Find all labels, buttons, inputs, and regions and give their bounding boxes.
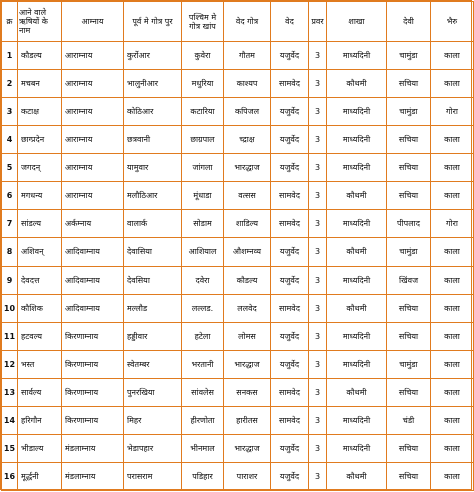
cell-rishi-name: मचबन — [18, 70, 62, 98]
cell-amnay: आदिवाम्नाय — [62, 294, 124, 322]
cell-shakha: माध्यदिनी — [327, 350, 387, 378]
header-row — [2, 2, 474, 42]
cell-west-gotra-khanp: मधुरिया — [182, 70, 224, 98]
cell-serial: 13 — [2, 378, 18, 406]
cell-rishi-name: सांडल्य — [18, 210, 62, 238]
cell-shakha: माध्यदिनी — [327, 434, 387, 462]
cell-ved-gotra: लोमस — [224, 322, 271, 350]
cell-amnay: आराम्नाय — [62, 182, 124, 210]
header-shakha: शाखा — [327, 2, 387, 42]
cell-shakha: कौथमी — [327, 378, 387, 406]
cell-devi: सचिया — [387, 434, 431, 462]
cell-ved: यजुर्वेद — [271, 434, 309, 462]
header-devi: देवी — [387, 2, 431, 42]
table-row — [2, 210, 474, 238]
cell-west-gotra-khanp: भीनमाल — [182, 434, 224, 462]
cell-pravar: 3 — [309, 98, 327, 126]
cell-east-gotra-pur: हड्डीवार — [124, 322, 182, 350]
cell-ved-gotra: हारीतस — [224, 406, 271, 434]
cell-amnay: किरणाम्नाय — [62, 378, 124, 406]
cell-serial: 5 — [2, 154, 18, 182]
cell-ved-gotra: ललवेद — [224, 294, 271, 322]
cell-bhairu: काला — [431, 350, 474, 378]
cell-shakha: कौथमी — [327, 294, 387, 322]
cell-devi: सचिया — [387, 70, 431, 98]
header-amnay: आम्नाय — [62, 2, 124, 42]
cell-pravar: 3 — [309, 462, 327, 490]
cell-pravar: 3 — [309, 434, 327, 462]
cell-ved: सामवेद — [271, 182, 309, 210]
table-row — [2, 462, 474, 490]
cell-west-gotra-khanp: मूंधाडा — [182, 182, 224, 210]
cell-pravar: 3 — [309, 154, 327, 182]
cell-devi: चंडी — [387, 406, 431, 434]
cell-rishi-name: हटवल्य — [18, 322, 62, 350]
cell-bhairu: गोरा — [431, 98, 474, 126]
cell-ved-gotra: सनकस — [224, 378, 271, 406]
cell-shakha: माध्यदिनी — [327, 210, 387, 238]
cell-ved-gotra: भारद्धाज — [224, 154, 271, 182]
cell-east-gotra-pur: मल्लौड — [124, 294, 182, 322]
cell-amnay: आराम्नाय — [62, 126, 124, 154]
header-ved: वेद — [271, 2, 309, 42]
cell-pravar: 3 — [309, 182, 327, 210]
cell-bhairu: काला — [431, 322, 474, 350]
cell-amnay: आराम्नाय — [62, 154, 124, 182]
cell-devi: चामुंडा — [387, 42, 431, 70]
cell-west-gotra-khanp: आशियाल — [182, 238, 224, 266]
table-row — [2, 238, 474, 266]
cell-serial: 2 — [2, 70, 18, 98]
cell-amnay: अर्कम्नाय — [62, 210, 124, 238]
cell-devi: चामुंडा — [387, 238, 431, 266]
table-row — [2, 182, 474, 210]
cell-serial: 8 — [2, 238, 18, 266]
cell-bhairu: काला — [431, 406, 474, 434]
cell-amnay: मंडलाम्नाय — [62, 434, 124, 462]
cell-ved: यजुर्वेद — [271, 154, 309, 182]
cell-rishi-name: कौडल्य — [18, 42, 62, 70]
cell-ved-gotra: च्द्राक्ष — [224, 126, 271, 154]
cell-amnay: आदिवाम्नाय — [62, 238, 124, 266]
cell-serial: 15 — [2, 434, 18, 462]
cell-pravar: 3 — [309, 266, 327, 294]
header-pravar: प्रवर — [309, 2, 327, 42]
cell-bhairu: गोरा — [431, 210, 474, 238]
cell-shakha: कौथमी — [327, 70, 387, 98]
cell-east-gotra-pur: यामुवार — [124, 154, 182, 182]
header-ved-gotra: वेद गोत्र — [224, 2, 271, 42]
cell-ved-gotra: वत्सस — [224, 182, 271, 210]
table-body — [2, 42, 474, 491]
cell-west-gotra-khanp: सांवलेस — [182, 378, 224, 406]
cell-ved: सामवेद — [271, 406, 309, 434]
cell-west-gotra-khanp: हटेला — [182, 322, 224, 350]
cell-rishi-name: कौशिक — [18, 294, 62, 322]
cell-east-gotra-pur: देवासिया — [124, 238, 182, 266]
cell-amnay: आराम्नाय — [62, 70, 124, 98]
cell-bhairu: काला — [431, 294, 474, 322]
cell-ved: सामवेद — [271, 210, 309, 238]
cell-serial: 11 — [2, 322, 18, 350]
cell-pravar: 3 — [309, 210, 327, 238]
cell-ved-gotra: शाडिल्य — [224, 210, 271, 238]
cell-ved: यजुर्वेद — [271, 42, 309, 70]
cell-shakha: माध्यदिनी — [327, 406, 387, 434]
cell-west-gotra-khanp: हीरणोता — [182, 406, 224, 434]
cell-devi: सचिया — [387, 126, 431, 154]
cell-devi: सचिया — [387, 182, 431, 210]
cell-ved-gotra: औशम्नव्य — [224, 238, 271, 266]
cell-pravar: 3 — [309, 322, 327, 350]
cell-east-gotra-pur: भालुनीआर — [124, 70, 182, 98]
cell-west-gotra-khanp: छाग्रपाल — [182, 126, 224, 154]
cell-ved: सामवेद — [271, 294, 309, 322]
cell-devi: सचिया — [387, 322, 431, 350]
cell-devi: पीपलाद — [387, 210, 431, 238]
table-row — [2, 126, 474, 154]
cell-shakha: माध्यदिनी — [327, 322, 387, 350]
cell-serial: 10 — [2, 294, 18, 322]
table-row — [2, 70, 474, 98]
cell-rishi-name: अशिवन् — [18, 238, 62, 266]
cell-amnay: आराम्नाय — [62, 42, 124, 70]
cell-bhairu: काला — [431, 434, 474, 462]
cell-shakha: माध्यदिनी — [327, 42, 387, 70]
header-east-gotra-pur: पूर्व मे गोत्र पुर — [124, 2, 182, 42]
cell-pravar: 3 — [309, 294, 327, 322]
cell-devi: सचिया — [387, 462, 431, 490]
table-row — [2, 98, 474, 126]
cell-devi: चामुंडा — [387, 350, 431, 378]
cell-serial: 1 — [2, 42, 18, 70]
cell-west-gotra-khanp: कुवेरा — [182, 42, 224, 70]
cell-east-gotra-pur: छत्रवानी — [124, 126, 182, 154]
cell-ved-gotra: भारद्धाज — [224, 434, 271, 462]
cell-east-gotra-pur: कुर्रोआर — [124, 42, 182, 70]
cell-east-gotra-pur: परासराम — [124, 462, 182, 490]
cell-bhairu: काला — [431, 126, 474, 154]
header-serial: क्र — [2, 2, 18, 42]
header-west-gotra-khanp: पश्चिम मे गोत्र खांप — [182, 2, 224, 42]
cell-east-gotra-pur: स्वेतम्बर — [124, 350, 182, 378]
cell-rishi-name: हरिगौन — [18, 406, 62, 434]
cell-rishi-name: छाग्प्रदेन — [18, 126, 62, 154]
cell-west-gotra-khanp: कटारिया — [182, 98, 224, 126]
cell-shakha: माध्यदिनी — [327, 98, 387, 126]
cell-rishi-name: जगदन् — [18, 154, 62, 182]
cell-rishi-name: कटाक्ष — [18, 98, 62, 126]
cell-shakha: कौथमी — [327, 182, 387, 210]
cell-shakha: माध्यदिनी — [327, 266, 387, 294]
table-row — [2, 294, 474, 322]
cell-pravar: 3 — [309, 378, 327, 406]
cell-amnay: किरणाम्नाय — [62, 322, 124, 350]
cell-ved-gotra: भारद्धाज — [224, 350, 271, 378]
table-row — [2, 350, 474, 378]
cell-bhairu: काला — [431, 462, 474, 490]
cell-ved: यजुर्वेद — [271, 350, 309, 378]
header-rishi-name: आने वाले ऋषियों के नाम — [18, 2, 62, 42]
cell-ved-gotra: पाराशर — [224, 462, 271, 490]
cell-ved: यजुर्वेद — [271, 322, 309, 350]
cell-pravar: 3 — [309, 238, 327, 266]
cell-bhairu: काला — [431, 238, 474, 266]
cell-east-gotra-pur: भेडापहार — [124, 434, 182, 462]
cell-ved-gotra: कौडल्य — [224, 266, 271, 294]
cell-west-gotra-khanp: जांगला — [182, 154, 224, 182]
cell-devi: सचिया — [387, 294, 431, 322]
cell-ved: यजुर्वेद — [271, 238, 309, 266]
cell-bhairu: काला — [431, 266, 474, 294]
cell-ved: यजुर्वेद — [271, 462, 309, 490]
cell-devi: खिंवज — [387, 266, 431, 294]
table-row — [2, 406, 474, 434]
table-row — [2, 322, 474, 350]
cell-rishi-name: भीडाल्य — [18, 434, 62, 462]
cell-bhairu: काला — [431, 70, 474, 98]
cell-ved: यजुर्वेद — [271, 98, 309, 126]
cell-serial: 3 — [2, 98, 18, 126]
cell-west-gotra-khanp: दवेरा — [182, 266, 224, 294]
table-row — [2, 42, 474, 70]
cell-ved-gotra: गौतम — [224, 42, 271, 70]
cell-amnay: आदिवाम्नाय — [62, 266, 124, 294]
cell-east-gotra-pur: मिहर — [124, 406, 182, 434]
cell-amnay: किरणाम्नाय — [62, 350, 124, 378]
cell-amnay: किरणाम्नाय — [62, 406, 124, 434]
cell-east-gotra-pur: मलौठिआर — [124, 182, 182, 210]
table-row — [2, 378, 474, 406]
cell-west-gotra-khanp: सोडाम — [182, 210, 224, 238]
cell-amnay: आराम्नाय — [62, 98, 124, 126]
cell-devi: चामुंडा — [387, 98, 431, 126]
cell-shakha: माध्यदिनी — [327, 126, 387, 154]
cell-serial: 9 — [2, 266, 18, 294]
cell-ved: सामवेद — [271, 70, 309, 98]
cell-pravar: 3 — [309, 42, 327, 70]
cell-east-gotra-pur: देवसिया — [124, 266, 182, 294]
cell-ved-gotra: कपिजल — [224, 98, 271, 126]
cell-east-gotra-pur: कोठिआर — [124, 98, 182, 126]
cell-pravar: 3 — [309, 126, 327, 154]
table-row — [2, 434, 474, 462]
cell-amnay: मंडलाम्नाय — [62, 462, 124, 490]
cell-rishi-name: भस्त — [18, 350, 62, 378]
cell-bhairu: काला — [431, 182, 474, 210]
table-row — [2, 266, 474, 294]
cell-bhairu: काला — [431, 42, 474, 70]
header-bhairu: भैरु — [431, 2, 474, 42]
cell-devi: सचिया — [387, 378, 431, 406]
table-row — [2, 154, 474, 182]
cell-ved: यजुर्वेद — [271, 266, 309, 294]
cell-shakha: कौथमी — [327, 238, 387, 266]
cell-pravar: 3 — [309, 350, 327, 378]
cell-bhairu: काला — [431, 378, 474, 406]
cell-west-gotra-khanp: लल्लड. — [182, 294, 224, 322]
cell-rishi-name: सार्वल्य — [18, 378, 62, 406]
cell-bhairu: काला — [431, 154, 474, 182]
gotra-table — [1, 1, 474, 491]
cell-rishi-name: मूर्द्धनी — [18, 462, 62, 490]
cell-west-gotra-khanp: भरतानी — [182, 350, 224, 378]
cell-pravar: 3 — [309, 406, 327, 434]
cell-serial: 14 — [2, 406, 18, 434]
cell-shakha: कौथमी — [327, 462, 387, 490]
cell-ved: सामवेद — [271, 378, 309, 406]
cell-east-gotra-pur: पुनरखिया — [124, 378, 182, 406]
cell-serial: 7 — [2, 210, 18, 238]
cell-serial: 12 — [2, 350, 18, 378]
cell-rishi-name: मगधन्य — [18, 182, 62, 210]
cell-pravar: 3 — [309, 70, 327, 98]
cell-ved-gotra: काश्यप — [224, 70, 271, 98]
cell-serial: 16 — [2, 462, 18, 490]
cell-east-gotra-pur: वालार्क — [124, 210, 182, 238]
cell-serial: 6 — [2, 182, 18, 210]
cell-shakha: माध्यदिनी — [327, 154, 387, 182]
cell-rishi-name: देवदत्त — [18, 266, 62, 294]
cell-serial: 4 — [2, 126, 18, 154]
cell-west-gotra-khanp: पडिहार — [182, 462, 224, 490]
cell-devi: सचिया — [387, 154, 431, 182]
cell-ved: यजुर्वेद — [271, 126, 309, 154]
